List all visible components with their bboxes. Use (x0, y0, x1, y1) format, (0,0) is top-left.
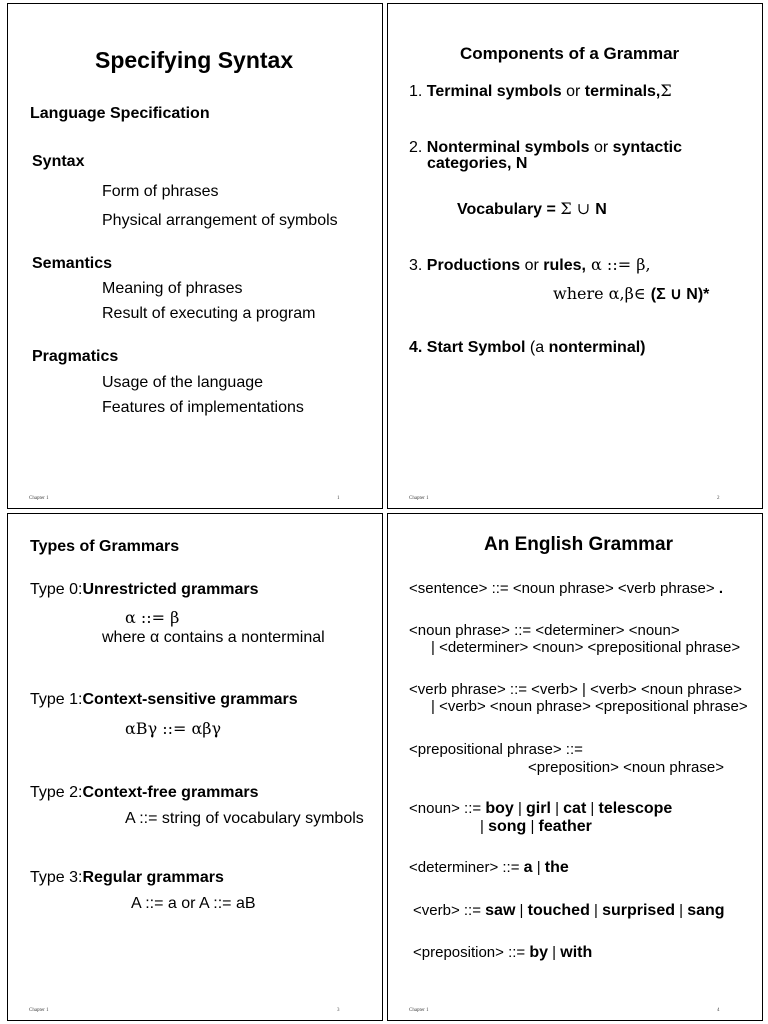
slide-page-number: 2 (717, 496, 720, 501)
grammar-production: <verb phrase> ::= <verb> | <verb> <noun phrase> (409, 681, 742, 698)
vocabulary-definition: Vocabulary = Σ ∪ N (457, 199, 607, 218)
grammar-production-alt: | <determiner> <noun> <prepositional phrase> (431, 639, 741, 656)
slide-page-number: 1 (337, 496, 340, 501)
list-item: Meaning of phrases (102, 280, 243, 297)
slide-title: Types of Grammars (30, 538, 180, 555)
list-item: Usage of the language (102, 374, 264, 391)
grammar-production: <verb> ::= saw | touched | surprised | sang (413, 902, 725, 919)
grammar-type: Type 3:Regular grammars (30, 869, 224, 886)
grammar-production: <sentence> ::= <noun phrase> <verb phrase> . (409, 580, 723, 597)
slide-title: Specifying Syntax (95, 47, 294, 73)
grammar-type: Type 0:Unrestricted grammars (30, 581, 259, 598)
list-item: Physical arrangement of symbols (102, 212, 338, 229)
slide-1 (7, 3, 383, 509)
grammar-rule: αBγ ::= αβγ (125, 719, 222, 738)
slide-footer-chapter: Chapter 1 (409, 496, 429, 501)
slide-subtitle: Language Specification (30, 105, 210, 122)
grammar-rule: α ::= β (125, 608, 180, 627)
slide-2 (387, 3, 763, 509)
slide-footer-chapter: Chapter 1 (409, 1008, 429, 1013)
grammar-type: Type 2:Context-free grammars (30, 784, 259, 801)
grammar-production: <prepositional phrase> ::= (409, 741, 583, 758)
grammar-production: <determiner> ::= a | the (409, 859, 569, 876)
section-heading-syntax: Syntax (32, 153, 85, 170)
list-item: Result of executing a program (102, 305, 316, 322)
slide-page-number: 4 (717, 1008, 720, 1013)
section-heading-semantics: Semantics (32, 255, 113, 272)
list-item: 4. Start Symbol (a nonterminal) (409, 339, 646, 356)
grammar-production-alt: <preposition> <noun phrase> (528, 759, 724, 776)
list-item-continuation: categories, N (427, 155, 528, 172)
section-heading-pragmatics: Pragmatics (32, 348, 119, 365)
list-item: Form of phrases (102, 183, 219, 200)
list-item: 2. Nonterminal symbols or syntactic (409, 139, 682, 156)
grammar-production-alt: | song | feather (480, 818, 592, 835)
grammar-production-alt: | <verb> <noun phrase> <prepositional phrase> (431, 698, 748, 715)
grammar-rule: A ::= a or A ::= aB (131, 895, 256, 912)
slide-footer-chapter: Chapter 1 (29, 1008, 49, 1013)
grammar-production: <noun phrase> ::= <determiner> <noun> (409, 622, 680, 639)
grammar-type: Type 1:Context-sensitive grammars (30, 691, 298, 708)
slide-4 (387, 513, 763, 1021)
grammar-production: <noun> ::= boy | girl | cat | telescope (409, 800, 673, 817)
grammar-rule-note: where α contains a nonterminal (102, 629, 325, 646)
grammar-rule: A ::= string of vocabulary symbols (125, 810, 364, 827)
slide-3 (7, 513, 383, 1021)
slide-page-number: 3 (337, 1008, 340, 1013)
list-item: Features of implementations (102, 399, 304, 416)
slide-title: Components of a Grammar (460, 44, 680, 63)
grammar-production: <preposition> ::= by | with (413, 944, 593, 961)
where-clause: where α,β∈ (Σ ∪ N)* (553, 284, 710, 303)
list-item: 3. Productions or rules, α ::= β, (409, 255, 651, 274)
list-item: 1. Terminal symbols or terminals,Σ (409, 81, 672, 100)
slide-footer-chapter: Chapter 1 (29, 496, 49, 501)
slide-title: An English Grammar (484, 534, 673, 555)
